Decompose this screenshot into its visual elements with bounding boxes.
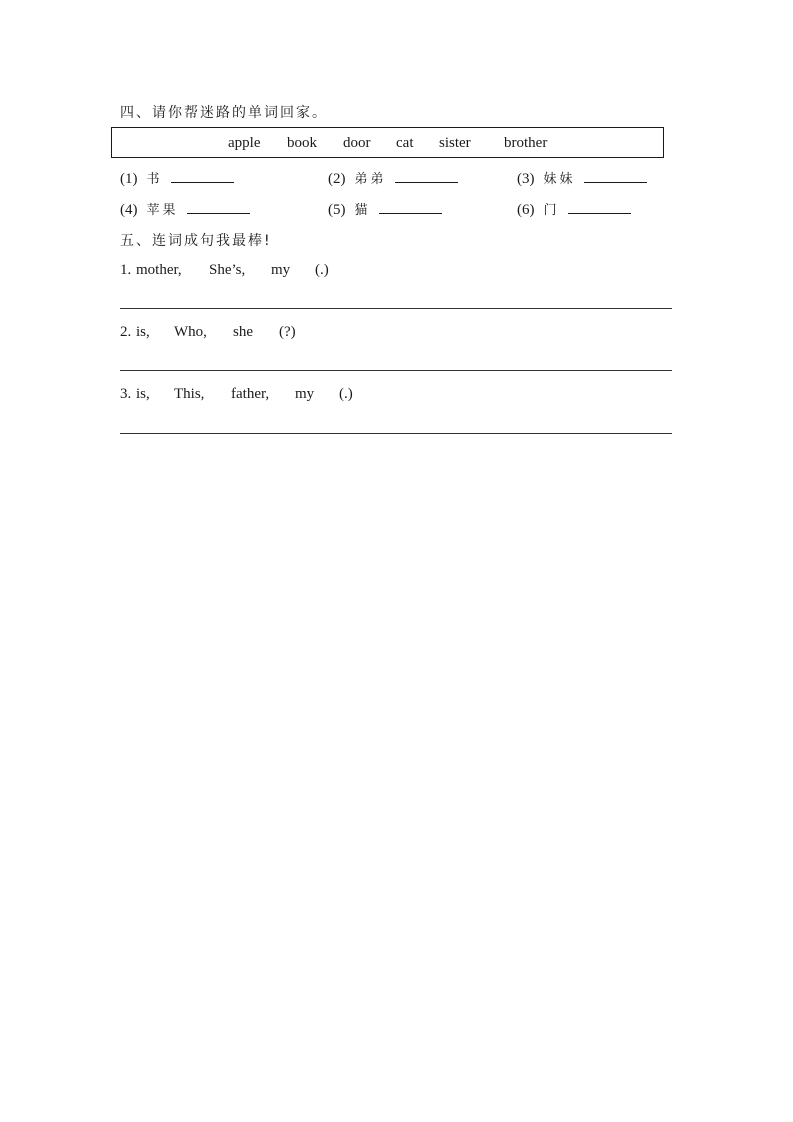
question-word: Who, (174, 324, 207, 340)
word-bank-word: book (287, 135, 317, 151)
match-number: (3) (517, 171, 535, 187)
match-number: (6) (517, 202, 535, 218)
answer-blank[interactable] (171, 170, 234, 183)
match-item (517, 199, 631, 219)
match-number: (1) (120, 171, 138, 187)
match-chinese-word: 苹果 (146, 203, 179, 218)
answer-blank[interactable] (379, 201, 442, 214)
match-chinese-word: 书 (146, 172, 163, 187)
answer-line-3[interactable] (120, 433, 672, 434)
answer-line-1[interactable] (120, 308, 672, 309)
word-bank-word: door (343, 135, 371, 151)
match-item (120, 199, 250, 219)
match-item (328, 199, 442, 219)
question-word: This, (174, 386, 205, 402)
question-word: (.) (315, 262, 329, 278)
question-word: She’s, (209, 262, 246, 278)
question-number: 1. (120, 262, 132, 278)
word-bank-box (111, 127, 664, 158)
question-word: father, (231, 386, 270, 402)
question-word: my (295, 386, 315, 402)
match-chinese-word: 门 (543, 203, 560, 218)
word-bank-word: sister (439, 135, 471, 151)
answer-blank[interactable] (568, 201, 631, 214)
match-chinese-word: 弟弟 (354, 172, 387, 187)
answer-blank[interactable] (584, 170, 647, 183)
question-word: (?) (279, 324, 296, 340)
word-bank-word: brother (504, 135, 548, 151)
section-4-title: 四、请你帮迷路的单词回家。 (120, 105, 328, 121)
question-word: mother, (136, 262, 182, 278)
answer-blank[interactable] (187, 201, 250, 214)
word-bank-word: cat (396, 135, 414, 151)
question-number: 3. (120, 386, 132, 402)
question-3 (120, 386, 680, 406)
match-number: (5) (328, 202, 346, 218)
question-word: she (233, 324, 253, 340)
match-item (120, 168, 234, 188)
match-item (517, 168, 647, 188)
question-number: 2. (120, 324, 132, 340)
word-bank-word: apple (228, 135, 261, 151)
match-number: (2) (328, 171, 346, 187)
section-5-title: 五、连词成句我最棒! (120, 233, 272, 249)
match-item (328, 168, 458, 188)
answer-line-2[interactable] (120, 370, 672, 371)
answer-blank[interactable] (395, 170, 458, 183)
match-chinese-word: 妹妹 (543, 172, 576, 187)
question-1 (120, 262, 680, 282)
match-number: (4) (120, 202, 138, 218)
question-2 (120, 324, 680, 344)
question-word: my (271, 262, 291, 278)
question-word: (.) (339, 386, 353, 402)
question-word: is, (136, 386, 150, 402)
question-word: is, (136, 324, 150, 340)
match-chinese-word: 猫 (354, 203, 371, 218)
